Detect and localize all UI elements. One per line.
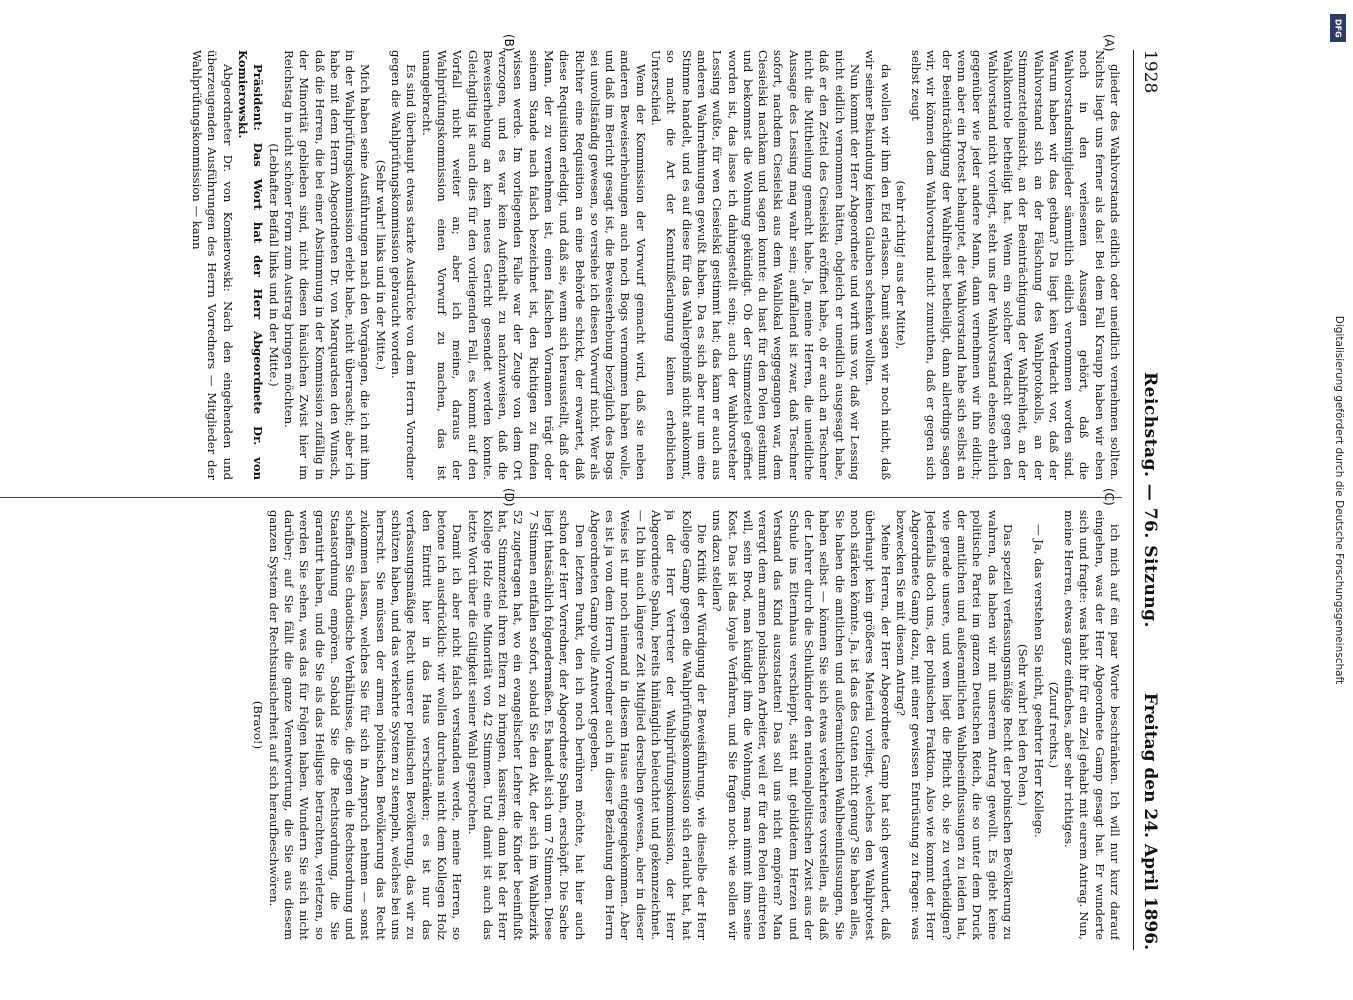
digitization-text: Digitalisierung gefördert durch die Deutsche Forschungsgemeinschaft [1333,315,1345,685]
margin-mark-d: (D) [502,488,516,507]
margin-mark-c: (C) [1102,488,1116,506]
paragraph: — Ja, das verstehen Sie nicht, geehrter Herr Kollege. [1031,524,1046,838]
speaker-announcement: Präsident: Das Wort hat der Herr Abgeordnete Dr. von Komierowski. [236,50,266,480]
paragraph: Damit ich aber nicht falsch verstanden werde, meine Herren, so betone ich ausdrücklich: wir wollen durchaus nicht dem Kollegen Holz den Eintritt hier in das Haus verschränken; es ist nur das verfassungsmäßige Recht unserer polnischen Bevölkerung, das wir zu schützen haben, und das verkehrte System zu stempeln, welches bei uns herrscht. Sie müssen der armen polnischen Bevölkerung das Recht zukommen lassen, welches Sie für sich in Anspruch nehmen — sonst schaffen Sie chaotische Verhältnisse, die gegen die Rechtsordnung und Staatsordnung empören. Sobald Sie die Rechtsordnung, die Sie garantirt haben, und die Sie als das Heiligste betrachten, verletzen, so werden Sie sehen, was das für Folgen haben. Wundern Sie sich nicht darüber; auf Sie fällt die ganze Verantwortung, die Sie aus diesem ganzen System der Rechtsunsicherheit auf sich heraufbeschwören. [266,510,465,940]
session-date: Freitag den 24. April 1896. [1140,692,1160,950]
page-header [1133,50,1162,950]
page-number: 1928 [1140,50,1160,94]
interjection: (Sehr wahr! links und in der Mitte.) [373,159,388,371]
paragraph: Wenn der Kommission der Vorwurf gemacht wird, daß sie neben anderen Beweiserhebungen auch noch Bogs vernommen haben wolle, und daß im Bericht gesagt ist, die Beweiserhebung bezüglich des Bogs sei unvollständig gewesen, so versiehe ich diesen Vorwurf nicht. Wer als Richter eine Requisition an eine Behörde schickt, der erwartet, daß diese Requisition erledigt, und daß sie, wenn sich herausstellt, daß der Mann, der zu vernehmen ist, einen falschen Vornamen trägt oder seinem Stande nach falsch bezeichnet ist, den Richtigen zu finden wissen werde. Im vorliegenden Falle war der Zeuge von dem Ort verzogen, und es war kein Aufenthalt zu nachzuweisen, daß die Beweiserhebung an kein neues Gericht gesendet werden konnte. Gleichgiltig ist auch dies für den vorliegenden Fall, es kommt auf den Vorfall nicht weiter an; aber ich meine, daraus der Wahlprüfungskommission einen Vorwurf zu machen, das ist unangebracht. [419,50,648,480]
newspaper-page [0,30,1176,970]
interjection: (Zuruf rechts.) [1046,681,1061,769]
paragraph: Den letzten Punkt, den ich noch berühren möchte, hat hier auch schon der Herr Vorredner, der Abgeordnete Spahn, erschöpft. Die Sache liegt thatsächlich folgendermaßen. Es handelt sich um 7 Stimmen. Diese 7 Stimmen entfallen sofort, sobald Sie den Akt, der sich im Wahlbezirk 52 zugetragen hat, wo ein evangelischer Lehrer die Kinder beeinflußt hat, Stimmzettel ihren Eltern zu bringen, kassiren; dann hat der Herr Kollege Holz eine Minorität von 42 Stimmen. Und damit ist auch das letzte Wort über die Giltigkeit seiner Wahl gesprochen. [465,510,587,940]
dfg-logo: DFG [1330,14,1346,42]
paragraph: Abgeordneter Dr. von Komierowski: Nach den eingehenden und überzeugenden Ausführungen des Herrn Vorredners — Mitglieder der Wahlprüfungskommission — kann [190,50,235,480]
interjection: (sehr richtig! aus der Mitte), [893,180,908,350]
session-title: Reichstag. — 76. Sitzung. [1140,372,1160,628]
left-column [0,50,1122,480]
digitization-notice [1330,10,1348,990]
paragraph: Das speziell verfassungsmäßige Recht der polnischen Bevölkerung zu wahren, das haben wir mit unserem Antrag gewollt. Es giebt keine politische Partei im ganzen Deutschen Reich, die so unter dem Druck der amtlichen und außeramtlichen Wahlbeeinflussungen zu leiden hat, wie gerade unsere, und wem liegt die Pflicht ob, sie zu vertheidigen? Jedenfalls doch uns, der polnischen Fraktion. Also wie kommt der Herr Abgeordnete Gamp dazu, mit einer gewissen Entrüstung zu fragen: was bezwecken Sie mit diesem Antrag? [893,510,1015,940]
interjection: (Bravo!) [251,700,266,750]
interjection: (Sehr wahr! bei den Polen.) [1016,644,1031,806]
paragraph: ich mich auf ein paar Worte beschränken. Ich will nur kurz darauf eingehen, was der Herr Abgeordnete Gamp gesagt hat. Er wunderte sich und fragte: was habt ihr für ein Ziel gehabt mit eurem Antrag. Nun, meine Herren, etwas ganz einfaches, aber sehr richtiges. [1062,510,1122,940]
margin-mark-a: (A) [1102,34,1116,52]
margin-mark-b: (B) [502,34,516,52]
paragraph: Nun kommt der Herr Abgeordnete und wirft uns vor, daß wir Lessing nicht eidlich vernommen hätten, obgleich er uneidlich ausgesagt habe, daß er den Zettel des Ciesielski eröffnet habe, ob er auch an Teschner nicht die Mittheilung gemacht habe. Ja, meine Herren, die uneidliche Aussage des Lessing mag wahr sein; auffallend ist zwar, daß Teschner sofort, nachdem Ciesielski aus dem Wahllokal weggegangen war, dem Ciesielski nachkam und sagen konnte: du hast für den Polen gestimmt und bekommst die Wohnung gekündigt. Ob der Stimmzettel geöffnet worden ist, das lasse ich dahingestellt sein; auch der Wahlvorsteher Lessing wußte, für wen Ciesielski gestimmt hat; das kann er auch aus anderen Wahrnehmungen gewußt haben. Da es sich aber nur um eine Stimme handelt, und es auf diese für das Wahlergebniß nicht ankommt, so macht die Art der Kenntnißerlangung keinen erheblichen Unterschied. [649,50,862,480]
paragraph: Meine Herren, der Herr Abgeordnete Gamp hat sich gewundert, daß überhaupt kein größeres Material vorliegt, welches den Wahlprotest noch stärken könnte. Ja, ist das des Guten nicht genug? Sie haben alles, Sie haben die amtlichen und außeramtlichen Wahlbeeinflussungen, Sie haben selbst — können Sie sich etwas verkehrteres vorstellen, als daß der Lehrer durch die Schulkinder den nationalpolitischen Zwist aus der Schule ins Elternhaus verschleppt, statt mit gebildetem Herzen und Verstand das Kind auszustatten! Das soll uns nicht empören? Man verargt dem armen polnischen Arbeiter, weil er für den Polen eintreten will, sein Brod, man kündigt ihm die Wohnung, man nimmt ihm seine Kost. Das ist das loyale Verfahren, und Sie fragen noch: wie sollen wir uns dazu stellen? [710,510,893,940]
interjection: (Lebhafter Beifall links und in der Mitte.) [266,143,281,387]
paragraph: da wollen wir ihm den Eid erlassen. Damit sagen wir noch nicht, daß wir seiner Bekundung keinen Glauben schenken wollten. [863,50,893,480]
column-divider [0,497,1122,498]
right-column [0,510,1122,940]
paragraph: Es sind überhaupt etwas starke Ausdrücke von dem Herrn Vorredner gegen die Wahlprüfungskommission gebraucht worden. [389,50,419,480]
paragraph: Die Kritik der Würdigung der Beweisführung, wie dieselbe der Herr Kollege Gamp gegen die Wahlprüfungskommission sich erlaubt hat, hat ja der Herr Vertreter der Wahlprüfungskommission, der Herr Abgeordnete Spahn, bereits hinlänglich beleuchtet und gekennzeichnet. — Ich bin auch längere Zeit Mitglied derselben gewesen, aber in dieser Weise ist mir noch niemand in diesem Hause entgegengekommen. Aber es ist ja von dem Herrn Vorredner auch in dieser Beziehung dem Herrn Abgeordneten Gamp volle Antwort gegeben. [587,510,709,940]
paragraph: glieder des Wahlvorstands eidlich oder uneidlich vernehmen sollten. Nichts liegt uns ferner als das! Bei dem Fall Kraupp haben wir eben noch in den verlesenen Aussagen gehört, daß die Wahlvorstandsmitglieder sämmtlich eidlich vernommen worden sind. Warum haben wir das gethan? Da liegt kein Verdacht vor, daß der Wahlvorstand sich an der Fälschung des Wahlprotokolls, an der Stimmzetteleinsicht, an der Beeinträchtigung der Wahlfreiheit, an der Wahlkontrole betheiligt hat. Wenn ein solcher Verdacht gegen den Wahlvorstand nicht vorliegt, steht uns der Wahlvorstand ebenso ehrlich gegenüber wie jeder andere Mann, dann vernehmen wir ihn eidlich; wenn aber ein Protest behauptet, der Wahlvorstand habe sich selbst an der Beeinträchtigung der Wahlfreiheit betheiligt, dann allerdings sagen wir, wir können dem Wahlvorstand nicht zumuthen, daß er gegen sich selbst zeugt [909,50,1122,480]
paragraph: Mich haben seine Ausführungen nach den Vorgängen, die ich mit ihm in der Wahlprüfungskommission erlebt habe, nicht überrascht; aber ich habe mit dem Herrn Abgeordneten Dr. von Marquardsen den Wunsch, daß die Herren, die bei einer Abstimmung in der Kommission zufällig in der Minorität geblieben sind, nicht diesen häuslichen Zwist hier im Reichstag in nicht schöner Form zum Austrag bringen möchten. [281,50,373,480]
